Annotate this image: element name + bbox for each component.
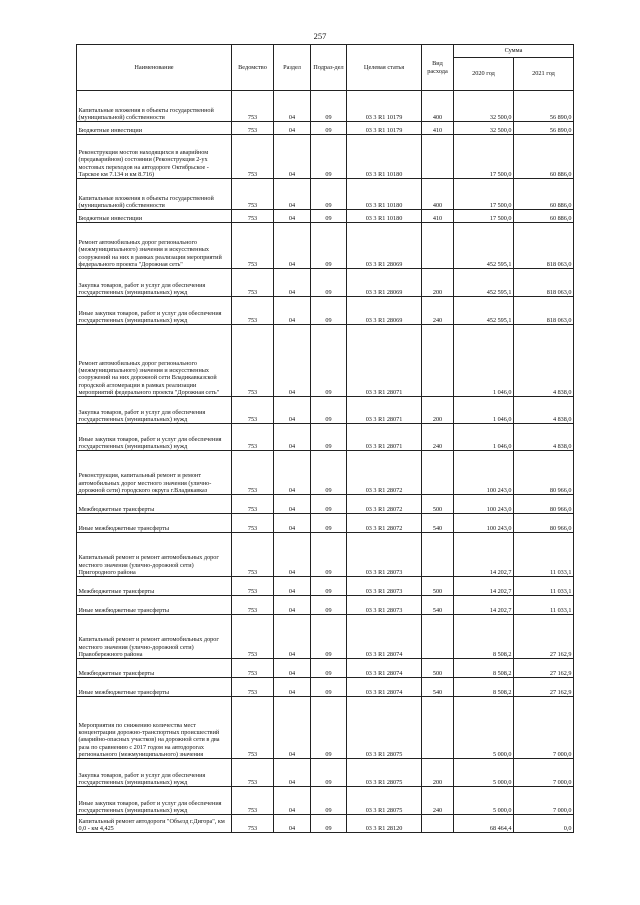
row-expense-type: 200 (422, 269, 454, 297)
row-dept: 753 (232, 122, 274, 135)
row-expense-type: 400 (422, 91, 454, 122)
row-subsection: 09 (311, 815, 347, 833)
row-subsection: 09 (311, 495, 347, 514)
row-dept: 753 (232, 615, 274, 659)
row-subsection: 09 (311, 596, 347, 615)
row-sum-2021: 60 886,0 (514, 179, 574, 210)
row-sum-2020: 452 595,1 (454, 269, 514, 297)
row-dept: 753 (232, 91, 274, 122)
header-section: Раздел (274, 45, 311, 91)
row-expense-type: 500 (422, 659, 454, 678)
row-target: 03 3 R1 28071 (347, 397, 422, 424)
table-row (77, 91, 574, 122)
row-sum-2021: 11 033,1 (514, 577, 574, 596)
row-subsection: 09 (311, 533, 347, 577)
row-expense-type: 240 (422, 297, 454, 325)
table-row (77, 451, 574, 495)
header-year-2020: 2020 год (454, 58, 514, 91)
header-subsection: Подраз-дел (311, 45, 347, 91)
row-sum-2020: 452 595,1 (454, 297, 514, 325)
table-row (77, 659, 574, 678)
row-target: 03 3 R1 28120 (347, 815, 422, 833)
row-name: Мероприятия по снижению количества мест концентрации дорожно-транспортных происшествий (аварийно-опасных участков) на дорожной сети в два раза по сравнению с 2017 годом на автодорогах регионального (межмуниципального) значения (77, 697, 232, 759)
row-expense-type: 240 (422, 787, 454, 815)
row-target: 03 3 R1 28075 (347, 697, 422, 759)
row-subsection: 09 (311, 678, 347, 697)
row-sum-2021: 7 000,0 (514, 759, 574, 787)
row-name: Капитальный ремонт автодороги "Объезд г.Дигора", км 0,0 - км 4,425 (77, 815, 232, 833)
row-section: 04 (274, 787, 311, 815)
row-subsection: 09 (311, 424, 347, 451)
table-row (77, 325, 574, 397)
row-sum-2020: 8 508,2 (454, 678, 514, 697)
table-row (77, 397, 574, 424)
row-dept: 753 (232, 135, 274, 179)
row-target: 03 3 R1 28074 (347, 615, 422, 659)
row-subsection: 09 (311, 223, 347, 269)
row-target: 03 3 R1 28069 (347, 223, 422, 269)
header-year-2021: 2021 год (514, 58, 574, 91)
row-section: 04 (274, 577, 311, 596)
row-dept: 753 (232, 815, 274, 833)
row-subsection: 09 (311, 577, 347, 596)
row-dept: 753 (232, 697, 274, 759)
row-section: 04 (274, 659, 311, 678)
row-sum-2020: 8 508,2 (454, 659, 514, 678)
row-sum-2021: 80 966,0 (514, 495, 574, 514)
row-sum-2021: 60 886,0 (514, 210, 574, 223)
row-name: Ремонт автомобильных дорог регионального (межмуниципального) значения и искусственных сооружений на них дорожной сети Владикавказской городской агломерации в рамках реализации мероприятий федерального проекта "Дорожная сеть" (77, 325, 232, 397)
row-sum-2021: 80 966,0 (514, 451, 574, 495)
row-sum-2020: 1 046,0 (454, 325, 514, 397)
row-target: 03 3 R1 28072 (347, 514, 422, 533)
row-sum-2020: 17 500,0 (454, 210, 514, 223)
row-sum-2020: 100 243,0 (454, 495, 514, 514)
row-dept: 753 (232, 179, 274, 210)
row-sum-2020: 1 046,0 (454, 424, 514, 451)
row-expense-type (422, 223, 454, 269)
row-dept: 753 (232, 659, 274, 678)
header-dept: Ведомство (232, 45, 274, 91)
row-dept: 753 (232, 297, 274, 325)
row-sum-2020: 14 202,7 (454, 596, 514, 615)
row-section: 04 (274, 325, 311, 397)
row-sum-2021: 27 162,9 (514, 659, 574, 678)
row-sum-2021: 0,0 (514, 815, 574, 833)
row-dept: 753 (232, 325, 274, 397)
row-target: 03 3 R1 28073 (347, 596, 422, 615)
row-subsection: 09 (311, 210, 347, 223)
table-row (77, 424, 574, 451)
row-expense-type: 410 (422, 210, 454, 223)
row-expense-type (422, 325, 454, 397)
row-expense-type: 540 (422, 596, 454, 615)
row-dept: 753 (232, 678, 274, 697)
row-section: 04 (274, 223, 311, 269)
row-dept: 753 (232, 533, 274, 577)
row-expense-type: 540 (422, 678, 454, 697)
row-expense-type: 500 (422, 495, 454, 514)
row-sum-2021: 56 890,0 (514, 122, 574, 135)
row-sum-2020: 32 500,0 (454, 122, 514, 135)
row-expense-type: 200 (422, 397, 454, 424)
row-sum-2020: 17 500,0 (454, 135, 514, 179)
table-body (77, 91, 574, 833)
table-row (77, 223, 574, 269)
row-sum-2021: 818 063,0 (514, 269, 574, 297)
row-expense-type (422, 697, 454, 759)
table-row (77, 495, 574, 514)
row-dept: 753 (232, 577, 274, 596)
row-expense-type: 200 (422, 759, 454, 787)
row-dept: 753 (232, 495, 274, 514)
row-target: 03 3 R1 10180 (347, 210, 422, 223)
row-subsection: 09 (311, 697, 347, 759)
row-sum-2020: 5 000,0 (454, 697, 514, 759)
row-name: Межбюджетные трансферты (77, 577, 232, 596)
row-subsection: 09 (311, 659, 347, 678)
table-row (77, 759, 574, 787)
row-subsection: 09 (311, 135, 347, 179)
row-subsection: 09 (311, 179, 347, 210)
row-subsection: 09 (311, 397, 347, 424)
row-sum-2021: 11 033,1 (514, 533, 574, 577)
row-sum-2021: 56 890,0 (514, 91, 574, 122)
row-section: 04 (274, 678, 311, 697)
row-subsection: 09 (311, 615, 347, 659)
row-target: 03 3 R1 28073 (347, 533, 422, 577)
row-name: Межбюджетные трансферты (77, 495, 232, 514)
row-target: 03 3 R1 28073 (347, 577, 422, 596)
row-name: Бюджетные инвестиции (77, 210, 232, 223)
row-sum-2021: 27 162,9 (514, 678, 574, 697)
table-row (77, 697, 574, 759)
table-row (77, 596, 574, 615)
row-subsection: 09 (311, 91, 347, 122)
row-name: Капитальные вложения в объекты государственной (муниципальной) собственности (77, 91, 232, 122)
table-row (77, 269, 574, 297)
row-sum-2021: 7 000,0 (514, 787, 574, 815)
row-target: 03 3 R1 10180 (347, 179, 422, 210)
row-sum-2020: 1 046,0 (454, 397, 514, 424)
row-subsection: 09 (311, 122, 347, 135)
table-header (77, 45, 574, 91)
row-expense-type: 540 (422, 514, 454, 533)
row-name: Иные закупки товаров, работ и услуг для обеспечения государственных (муниципальных) нужд (77, 297, 232, 325)
row-expense-type (422, 615, 454, 659)
row-dept: 753 (232, 424, 274, 451)
table-row (77, 514, 574, 533)
row-section: 04 (274, 297, 311, 325)
table-row (77, 210, 574, 223)
row-expense-type: 410 (422, 122, 454, 135)
table-row (77, 297, 574, 325)
row-sum-2020: 32 500,0 (454, 91, 514, 122)
row-sum-2020: 8 508,2 (454, 615, 514, 659)
row-target: 03 3 R1 10179 (347, 91, 422, 122)
row-name: Ремонт автомобильных дорог регионального (межмуниципального) значения и искусственных сооружений на них в рамках реализации мероприятий федерального проекта "Дорожная сеть" (77, 223, 232, 269)
row-sum-2020: 17 500,0 (454, 179, 514, 210)
row-section: 04 (274, 495, 311, 514)
header-expense-type: Вид расхода (422, 45, 454, 91)
row-expense-type: 240 (422, 424, 454, 451)
row-name: Бюджетные инвестиции (77, 122, 232, 135)
row-target: 03 3 R1 28071 (347, 325, 422, 397)
row-expense-type (422, 533, 454, 577)
row-sum-2021: 27 162,9 (514, 615, 574, 659)
row-sum-2020: 100 243,0 (454, 451, 514, 495)
row-section: 04 (274, 210, 311, 223)
row-dept: 753 (232, 759, 274, 787)
row-sum-2021: 818 063,0 (514, 223, 574, 269)
row-target: 03 3 R1 28072 (347, 495, 422, 514)
row-subsection: 09 (311, 514, 347, 533)
row-section: 04 (274, 697, 311, 759)
row-subsection: 09 (311, 759, 347, 787)
row-dept: 753 (232, 397, 274, 424)
row-target: 03 3 R1 28071 (347, 424, 422, 451)
row-sum-2021: 4 838,0 (514, 424, 574, 451)
row-section: 04 (274, 815, 311, 833)
row-target: 03 3 R1 28072 (347, 451, 422, 495)
row-section: 04 (274, 514, 311, 533)
row-name: Капитальные вложения в объекты государственной (муниципальной) собственности (77, 179, 232, 210)
row-name: Реконструкция, капитальный ремонт и ремонт автомобильных дорог местного значения (улично-дорожной сети) городского округа г.Владикавказ (77, 451, 232, 495)
table-row (77, 135, 574, 179)
row-sum-2020: 100 243,0 (454, 514, 514, 533)
row-section: 04 (274, 122, 311, 135)
row-section: 04 (274, 397, 311, 424)
row-name: Закупка товаров, работ и услуг для обеспечения государственных (муниципальных) нужд (77, 759, 232, 787)
row-section: 04 (274, 759, 311, 787)
row-dept: 753 (232, 787, 274, 815)
row-section: 04 (274, 269, 311, 297)
budget-table (76, 44, 574, 833)
row-name: Иные межбюджетные трансферты (77, 514, 232, 533)
table-row (77, 533, 574, 577)
row-name: Закупка товаров, работ и услуг для обеспечения государственных (муниципальных) нужд (77, 269, 232, 297)
row-expense-type (422, 451, 454, 495)
row-name: Межбюджетные трансферты (77, 659, 232, 678)
row-expense-type: 400 (422, 179, 454, 210)
page-number: 257 (313, 31, 327, 41)
table-row (77, 577, 574, 596)
row-expense-type: 500 (422, 577, 454, 596)
row-target: 03 3 R1 28075 (347, 787, 422, 815)
table-row (77, 678, 574, 697)
row-sum-2020: 14 202,7 (454, 533, 514, 577)
row-name: Реконструкция мостов находящихся в аварийном (предаварийном) состоянии (Реконструкция 2-ух мостовых переходов на автодороге Октябрьское - Тарское км 7.134 и км 8.716) (77, 135, 232, 179)
table-row (77, 615, 574, 659)
row-expense-type (422, 815, 454, 833)
row-name: Иные межбюджетные трансферты (77, 678, 232, 697)
row-sum-2020: 5 000,0 (454, 787, 514, 815)
row-subsection: 09 (311, 451, 347, 495)
row-dept: 753 (232, 210, 274, 223)
row-section: 04 (274, 91, 311, 122)
row-name: Капитальный ремонт и ремонт автомобильных дорог местного значения (улично-дорожной сети) Пригородного района (77, 533, 232, 577)
row-sum-2020: 68 464,4 (454, 815, 514, 833)
row-dept: 753 (232, 596, 274, 615)
row-sum-2021: 60 886,0 (514, 135, 574, 179)
header-sum: Сумма (454, 45, 574, 58)
row-sum-2021: 4 838,0 (514, 325, 574, 397)
row-subsection: 09 (311, 325, 347, 397)
row-target: 03 3 R1 28075 (347, 759, 422, 787)
row-section: 04 (274, 596, 311, 615)
row-section: 04 (274, 533, 311, 577)
table-row (77, 179, 574, 210)
row-subsection: 09 (311, 269, 347, 297)
row-target: 03 3 R1 28069 (347, 269, 422, 297)
header-target: Целевая статья (347, 45, 422, 91)
row-name: Капитальный ремонт и ремонт автомобильных дорог местного значения (улично-дорожной сети) Правобережного района (77, 615, 232, 659)
row-section: 04 (274, 424, 311, 451)
row-name: Иные межбюджетные трансферты (77, 596, 232, 615)
row-section: 04 (274, 615, 311, 659)
row-dept: 753 (232, 269, 274, 297)
row-target: 03 3 R1 28074 (347, 659, 422, 678)
row-subsection: 09 (311, 787, 347, 815)
row-sum-2021: 80 966,0 (514, 514, 574, 533)
row-subsection: 09 (311, 297, 347, 325)
row-name: Иные закупки товаров, работ и услуг для обеспечения государственных (муниципальных) нужд (77, 787, 232, 815)
row-dept: 753 (232, 451, 274, 495)
row-dept: 753 (232, 514, 274, 533)
row-target: 03 3 R1 10179 (347, 122, 422, 135)
row-section: 04 (274, 451, 311, 495)
table-row (77, 815, 574, 833)
row-sum-2021: 11 033,1 (514, 596, 574, 615)
table-row (77, 122, 574, 135)
row-dept: 753 (232, 223, 274, 269)
row-target: 03 3 R1 10180 (347, 135, 422, 179)
row-section: 04 (274, 135, 311, 179)
row-name: Иные закупки товаров, работ и услуг для обеспечения государственных (муниципальных) нужд (77, 424, 232, 451)
row-sum-2021: 818 063,0 (514, 297, 574, 325)
row-sum-2021: 4 838,0 (514, 397, 574, 424)
row-target: 03 3 R1 28069 (347, 297, 422, 325)
row-sum-2021: 7 000,0 (514, 697, 574, 759)
row-expense-type (422, 135, 454, 179)
row-sum-2020: 5 000,0 (454, 759, 514, 787)
row-name: Закупка товаров, работ и услуг для обеспечения государственных (муниципальных) нужд (77, 397, 232, 424)
header-name: Наименование (77, 45, 232, 91)
table-row (77, 787, 574, 815)
row-section: 04 (274, 179, 311, 210)
row-target: 03 3 R1 28074 (347, 678, 422, 697)
row-sum-2020: 14 202,7 (454, 577, 514, 596)
row-sum-2020: 452 595,1 (454, 223, 514, 269)
